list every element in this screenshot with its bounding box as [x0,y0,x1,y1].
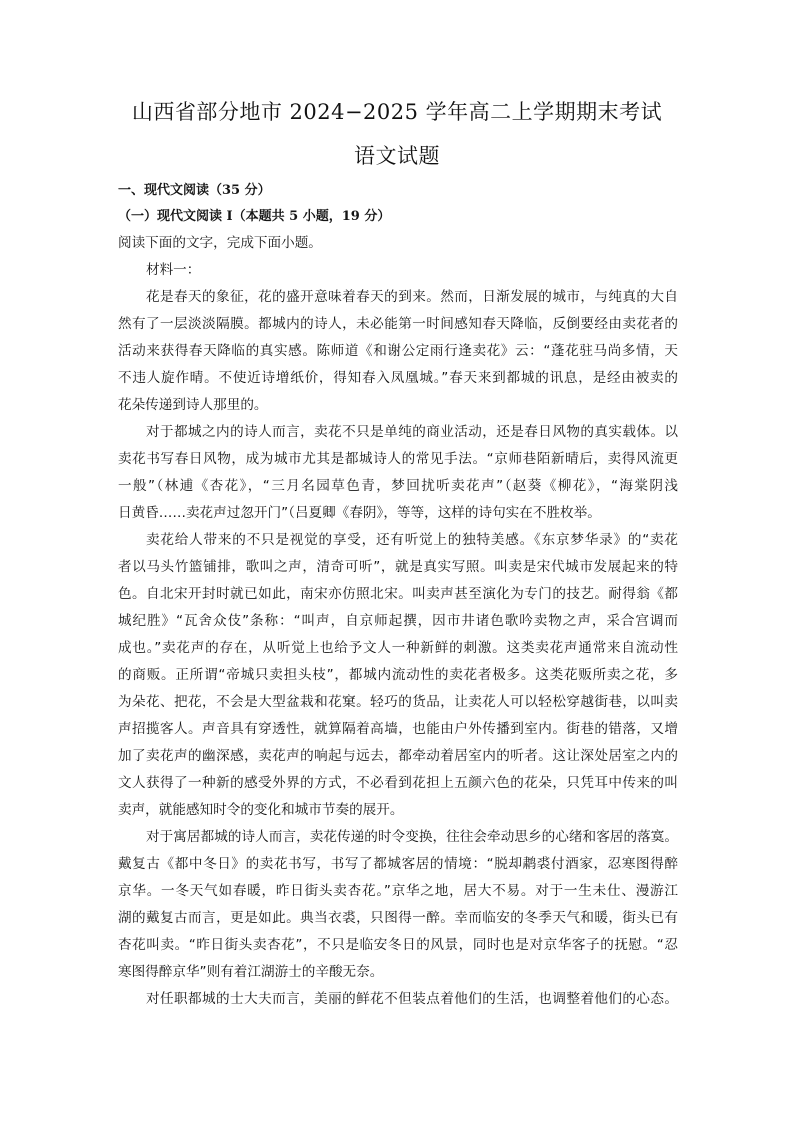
paragraph-line: 不违人旋作晴。不使近诗增纸价，得知春入凤凰城。”春天来到都城的讯息，是经由被卖的 [118,370,678,386]
paragraph-line: 卖声，就能感知时令的变化和城市节奏的展开。 [118,802,404,818]
paragraph-line: 然有了一层淡淡隔膜。都城内的诗人，未必能第一时间感知春天降临，反倒要经由卖花者的 [118,316,678,332]
paragraph-line: 京华。一冬天气如春暖，昨日街头卖杏花。”京华之地，居大不易。对于一生未仕、漫游江 [118,883,678,899]
paragraph-line: 成也。”卖花声的存在，从听觉上也给予文人一种新鲜的刺激。这类卖花声通常来自流动性 [118,640,678,656]
paragraph-line: 湖的戴复古而言，更是如此。典当衣裘，只图得一醉。幸而临安的冬季天气和暖，街头已有 [118,910,678,926]
paragraph-line: 花是春天的象征，花的盛开意味着春天的到来。然而，日渐发展的城市，与纯真的大自 [146,289,678,305]
paragraph-line: 杏花叫卖。“昨日街头卖杏花”，不只是临安冬日的风景，同时也是对京华客子的抚慰。“忍 [118,937,678,953]
section-heading: 一、现代文阅读（35 分） [118,183,271,198]
paragraph-line: 活动来获得春天降临的真实感。陈师道《和谢公定雨行逢卖花》云：“蓬花驻马尚多情，天 [118,343,678,359]
instruction-text: 阅读下面的文字，完成下面小题。 [118,235,322,251]
material-label: 材料一： [146,262,201,278]
subsection-heading: （一）现代文阅读 I（本题共 5 小题，19 分） [118,209,391,224]
paragraph-line: 者以马头竹篮铺排，歌叫之声，清奇可听”，就是真实写照。叫卖是宋代城市发展起来的特 [118,559,678,575]
paragraph-line: 戴复古《都中冬日》的卖花书写，书写了都城客居的情境：“脱却鹔裘付酒家，忍寒图得醉 [118,856,678,872]
paragraph-line: 文人获得了一种新的感受外界的方式，不必看到花担上五颜六色的花朵，只凭耳中传来的叫 [118,775,678,791]
paragraph-line: 对于都城之内的诗人而言，卖花不只是单纯的商业活动，还是春日风物的真实载体。以 [146,424,678,440]
paragraph-line: 声招揽客人。声音具有穿透性，就算隔着高墙，也能由户外传播到室内。街巷的错落，又增 [118,721,678,737]
exam-title: 山西省部分地市 2024−2025 学年高二上学期期末考试 [131,100,663,124]
paragraph-line: 对任职都城的士大夫而言，美丽的鲜花不但装点着他们的生活，也调整着他们的心态。 [146,991,678,1007]
paragraph-line: 城纪胜》“瓦舍众伎”条称：“叫声，自京师起撰，因市井诸色歌吟卖物之声，采合宫调而 [118,613,678,629]
paragraph-line: 寒图得醉京华”则有着江湖游士的辛酸无奈。 [118,964,384,980]
paragraph-line: 一般”（林逋《杏花》，“三月名园草色青，梦回扰听卖花声”（赵葵《柳花》，“海棠阴浅 [118,478,678,494]
paragraph-line: 花朵传递到诗人那里的。 [118,397,268,413]
exam-subtitle: 语文试题 [354,144,440,168]
paragraph-line: 为朵花、把花，不会是大型盆栽和花窠。轻巧的货品，让卖花人可以轻松穿越街巷，以叫卖 [118,694,678,710]
paragraph-line: 的商贩。正所谓“帝城只卖担头枝”，都城内流动性的卖花者极多。这类花贩所卖之花，多 [118,667,678,683]
paragraph-line: 卖花书写春日风物，成为城市尤其是都城诗人的常见手法。“京师巷陌新晴后，卖得风流更 [118,451,678,467]
paragraph-line: 日黄昏……卖花声过忽开门”（吕夏卿《春阴》，等等，这样的诗句实在不胜枚举。 [118,505,601,521]
paragraph-line: 对于寓居都城的诗人而言，卖花传递的时令变换，往往会牵动思乡的心绪和客居的落寞。 [146,829,678,845]
paragraph-line: 加了卖花声的幽深感，卖花声的响起与远去，都牵动着居室内的听者。这让深处居室之内的 [118,748,678,764]
paragraph-line: 色。自北宋开封时就已如此，南宋亦仿照北宋。叫卖声甚至演化为专门的技艺。耐得翁《都 [118,586,678,602]
paragraph-line: 卖花给人带来的不只是视觉的享受，还有听觉上的独特美感。《东京梦华录》的“卖花 [146,532,678,548]
